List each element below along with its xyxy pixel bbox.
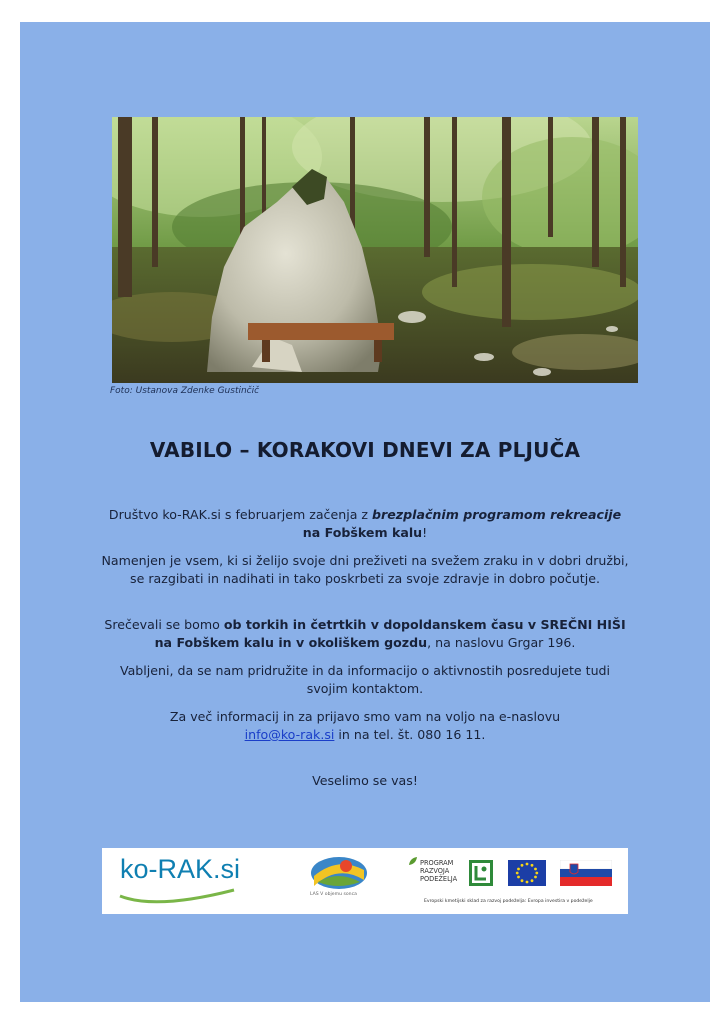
eu-flag-icon — [508, 860, 546, 886]
forest-rock-photo — [112, 117, 638, 383]
email-link[interactable]: info@ko-rak.si — [244, 727, 335, 742]
program-line-3: PODEŽELJA — [420, 875, 458, 884]
las-logo-text: LAS V objemu sonca — [310, 892, 357, 897]
schedule-details: ob torkih in četrtkih v dopoldanskem času v SREČNI HIŠI na Fobškem kalu in v okoliškem gozdu — [154, 617, 626, 650]
intro-text: Društvo ko-RAK.si s februarjem začenja z — [108, 507, 373, 522]
intro-exclamation: ! — [422, 525, 428, 540]
las-logo-icon — [308, 854, 370, 892]
invite-paragraph: Vabljeni, da se nam pridružite in da informacijo o aktivnostih posredujete tudi svojim kontaktom. — [119, 663, 611, 696]
phone-text: in na tel. št. 080 16 11. — [334, 727, 486, 742]
location-text: na Fobškem kalu — [302, 525, 423, 540]
address-text: , na naslovu Grgar 196. — [427, 635, 576, 650]
program-line-1: PROGRAM — [420, 859, 454, 867]
intro-paragraph — [100, 506, 630, 542]
contact-lead: Za več informacij in za prijavo smo vam na voljo na e-naslovu — [169, 709, 561, 724]
schedule-paragraph — [100, 616, 630, 652]
leader-logo-icon — [469, 860, 493, 886]
photo-caption: Foto: Ustanova Zdenke Gustinčič — [110, 386, 260, 396]
korak-logo: ko-RAK.si — [120, 854, 241, 884]
purpose-paragraph: Namenjen je vsem, ki si želijo svoje dni preživeti na svežem zraku in v dobri družbi, se razgibati in nadihati in tako poskrbeti za svoje zdravje in dobro počutje. — [101, 553, 629, 586]
program-razvoja-text — [420, 859, 457, 884]
flyer-page — [20, 22, 710, 1002]
program-leaf-icon — [408, 856, 418, 866]
korak-swoosh-icon — [116, 884, 246, 906]
eu-fund-text: Evropski kmetijski sklad za razvoj podeželja: Evropa investira v podeželje — [424, 899, 593, 904]
program-line-2: RAZVOJA — [420, 867, 450, 876]
schedule-lead: Srečevali se bomo — [104, 617, 224, 632]
slovenia-flag-icon — [560, 860, 612, 886]
flyer-title: VABILO – KORAKOVI DNEVI ZA PLJUČA — [149, 438, 581, 462]
forest-photo-illustration — [112, 117, 638, 383]
free-program-text: brezplačnim programom rekreacije — [372, 507, 622, 522]
contact-paragraph — [100, 708, 630, 744]
sponsor-logos — [102, 848, 628, 914]
closing-text: Veselimo se vas! — [312, 773, 418, 788]
